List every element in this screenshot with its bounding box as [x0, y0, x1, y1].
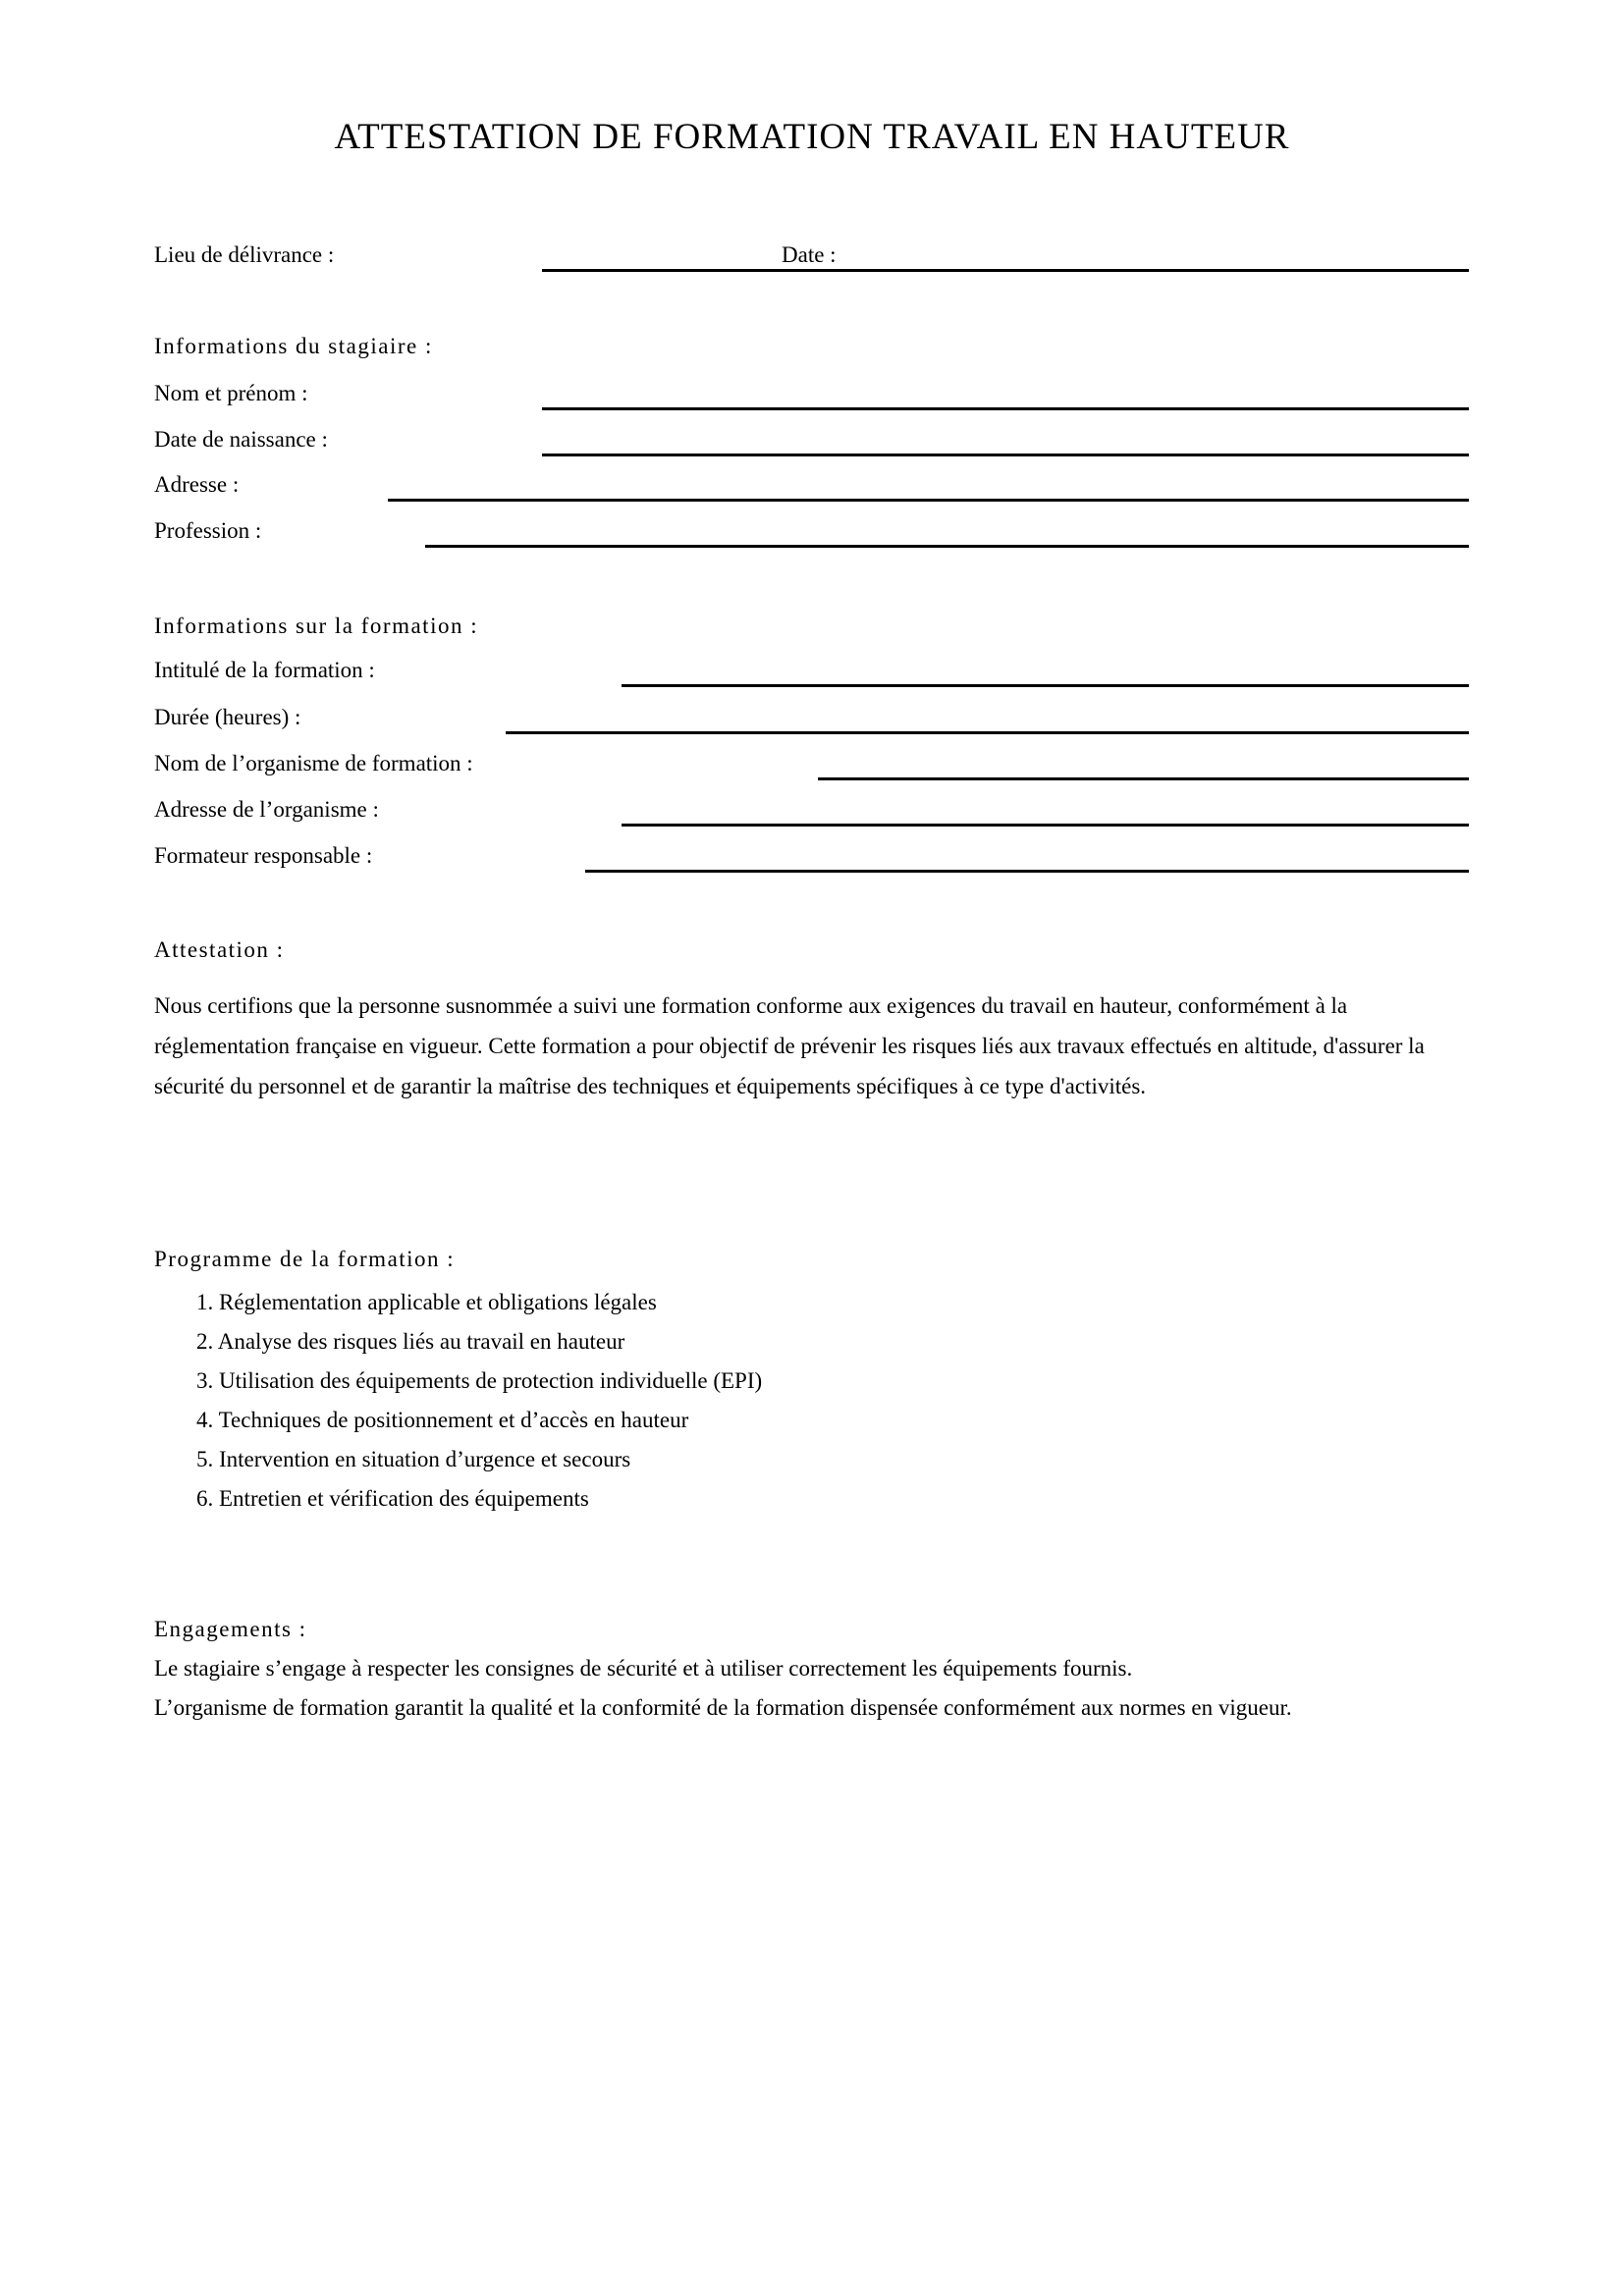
engagements-text — [154, 1649, 1475, 1728]
date-label: Date : — [782, 242, 837, 267]
profession-field-line[interactable] — [425, 545, 1469, 548]
engagements-line-1: Le stagiaire s’engage à respecter les consignes de sécurité et à utiliser correctement les équipements fournis. — [154, 1656, 1133, 1681]
field-row-lieu-date — [154, 239, 1469, 272]
field-row-formateur — [154, 839, 1469, 873]
programme-item-6: 6. Entretien et vérification des équipements — [196, 1486, 589, 1511]
date-naissance-label: Date de naissance : — [154, 427, 328, 452]
field-row-intitule — [154, 654, 1469, 687]
engagements-line-2: L’organisme de formation garantit la qualité et la conformité de la formation dispensée conformément aux normes en vigueur. — [154, 1695, 1292, 1720]
programme-item-4: 4. Techniques de positionnement et d’accès en hauteur — [196, 1408, 689, 1432]
programme-item-2: 2. Analyse des risques liés au travail en hauteur — [196, 1329, 625, 1354]
date-naissance-field-line[interactable] — [542, 454, 1469, 456]
formateur-responsable-field-line[interactable] — [585, 870, 1469, 873]
adresse-field-line[interactable] — [388, 499, 1469, 502]
programme-item-3: 3. Utilisation des équipements de protection individuelle (EPI) — [196, 1368, 763, 1393]
programme-item-5: 5. Intervention en situation d’urgence et secours — [196, 1447, 631, 1471]
adresse-label: Adresse : — [154, 472, 240, 497]
attestation-text: Nous certifions que la personne susnommée a suivi une formation conforme aux exigences du travail en hauteur, conformément à la réglementation française en vigueur. Cette formation a pour objectif de prévenir les risques liés aux travaux effectués en altitude, d'assurer la sécurité du personnel et de garantir la maîtrise des techniques et équipements spécifiques à ce type d'activités. — [154, 993, 1425, 1098]
formateur-responsable-label: Formateur responsable : — [154, 843, 373, 868]
intitule-formation-label: Intitulé de la formation : — [154, 658, 375, 682]
programme-item-1: 1. Réglementation applicable et obligations légales — [196, 1290, 657, 1314]
profession-label: Profession : — [154, 518, 262, 543]
field-row-profession — [154, 514, 1469, 548]
duree-heures-field-line[interactable] — [506, 731, 1469, 734]
field-row-adresse — [154, 468, 1469, 502]
field-row-duree — [154, 701, 1469, 734]
document-title: ATTESTATION DE FORMATION TRAVAIL EN HAUTEUR — [334, 117, 1290, 157]
lieu-delivrance-label: Lieu de délivrance : — [154, 242, 335, 267]
nom-organisme-label: Nom de l’organisme de formation : — [154, 751, 473, 775]
field-row-nom-organisme — [154, 747, 1469, 780]
section-heading-formation: Informations sur la formation : — [154, 614, 479, 638]
section-heading-engagements: Engagements : — [154, 1617, 307, 1641]
nom-organisme-field-line[interactable] — [818, 777, 1469, 780]
programme-list — [196, 1283, 1483, 1519]
intitule-formation-field-line[interactable] — [622, 684, 1469, 687]
section-heading-attestation: Attestation : — [154, 937, 285, 962]
lieu-date-field-line[interactable] — [542, 269, 1469, 272]
adresse-organisme-field-line[interactable] — [622, 824, 1469, 827]
field-row-adresse-organisme — [154, 793, 1469, 827]
nom-prenom-field-line[interactable] — [542, 407, 1469, 410]
section-heading-stagiaire: Informations du stagiaire : — [154, 334, 433, 358]
nom-prenom-label: Nom et prénom : — [154, 381, 308, 405]
adresse-organisme-label: Adresse de l’organisme : — [154, 797, 379, 822]
field-row-date-naissance — [154, 423, 1469, 456]
field-row-nom-prenom — [154, 377, 1469, 410]
duree-heures-label: Durée (heures) : — [154, 705, 301, 729]
section-heading-programme: Programme de la formation : — [154, 1247, 456, 1271]
